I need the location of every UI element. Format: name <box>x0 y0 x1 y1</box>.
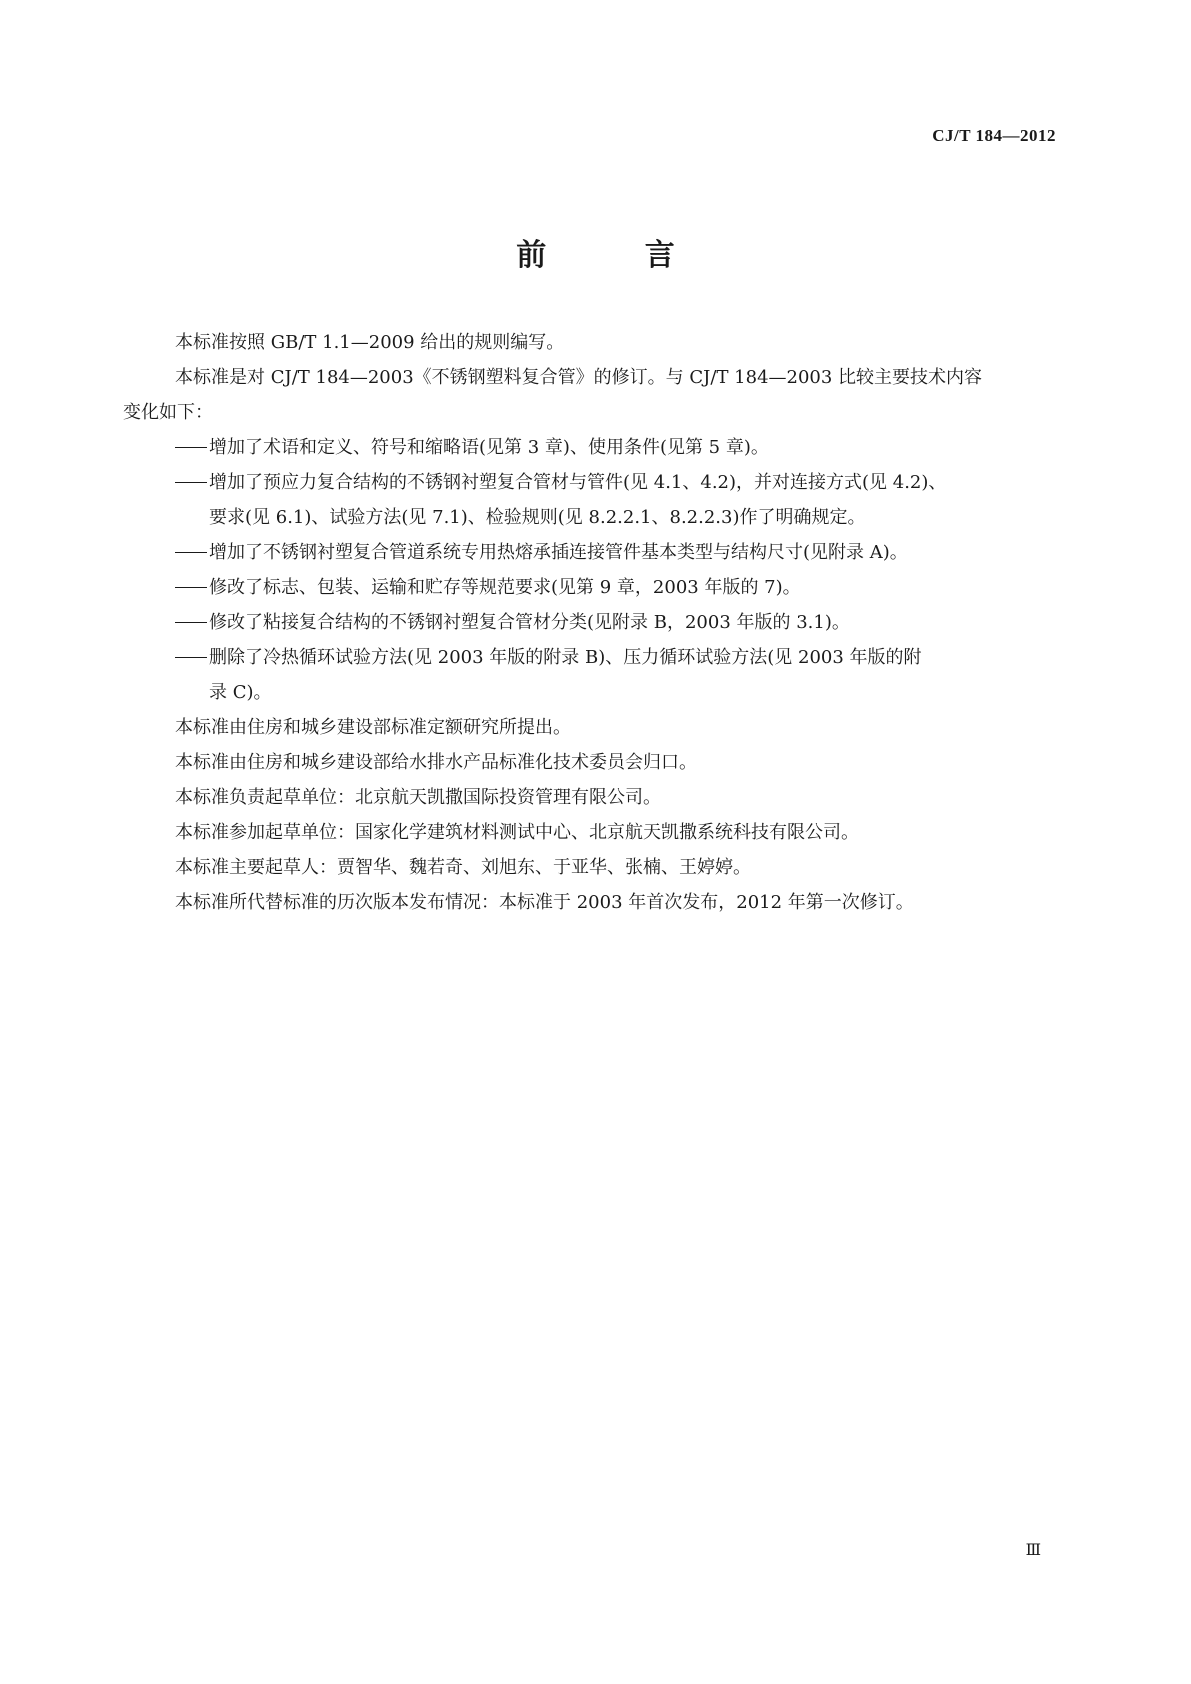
paragraph-committee: 本标准由住房和城乡建设部给水排水产品标准化技术委员会归口。 <box>175 752 697 773</box>
change-item-text: 增加了预应力复合结构的不锈钢衬塑复合管材与管件(见 4.1、4.2)，并对连接方式(见 4.2)、 <box>209 472 947 493</box>
foreword-body <box>123 326 1068 921</box>
paragraph-proposer: 本标准由住房和城乡建设部标准定额研究所提出。 <box>175 717 571 738</box>
change-item <box>123 606 1068 639</box>
paragraph-revision-line1: 本标准是对 CJ/T 184—2003《不锈钢塑料复合管》的修订。与 CJ/T 184—2003 比较主要技术内容 <box>175 367 983 388</box>
paragraph-participating-drafters: 本标准参加起草单位：国家化学建筑材料测试中心、北京航天凯撒系统科技有限公司。 <box>175 822 859 843</box>
dash-mark <box>175 482 207 483</box>
change-item-text: 增加了不锈钢衬塑复合管道系统专用热熔承插连接管件基本类型与结构尺寸(见附录 A)。 <box>209 542 908 563</box>
dash-mark <box>175 657 207 658</box>
change-item-text: 删除了冷热循环试验方法(见 2003 年版的附录 B)、压力循环试验方法(见 2003 年版的附 <box>209 647 922 668</box>
paragraph-lead-drafter: 本标准负责起草单位：北京航天凯撒国际投资管理有限公司。 <box>175 787 661 808</box>
document-code: CJ/T 184—2012 <box>932 126 1056 145</box>
dash-mark <box>175 552 207 553</box>
dash-mark <box>175 587 207 588</box>
paragraph-revision-line2: 变化如下： <box>123 402 213 423</box>
page-number: Ⅲ <box>1025 1542 1041 1559</box>
change-item-text: 修改了粘接复合结构的不锈钢衬塑复合管材分类(见附录 B，2003 年版的 3.1)。 <box>209 612 850 633</box>
change-item <box>123 466 1068 499</box>
change-item <box>123 571 1068 604</box>
dash-mark <box>175 447 207 448</box>
change-item <box>123 536 1068 569</box>
paragraph-rules: 本标准按照 GB/T 1.1—2009 给出的规则编写。 <box>175 332 565 353</box>
change-item-text: 修改了标志、包装、运输和贮存等规范要求(见第 9 章，2003 年版的 7)。 <box>209 577 801 598</box>
page-title: 前 言 <box>516 238 719 273</box>
change-item <box>123 431 1068 464</box>
change-item-continuation: 要求(见 6.1)、试验方法(见 7.1)、检验规则(见 8.2.2.1、8.2.2.3)作了明确规定。 <box>209 507 866 528</box>
change-item-continuation: 录 C)。 <box>209 682 272 703</box>
change-item <box>123 641 1068 674</box>
dash-mark <box>175 622 207 623</box>
paragraph-version-history: 本标准所代替标准的历次版本发布情况：本标准于 2003 年首次发布，2012 年第一次修订。 <box>175 892 914 913</box>
change-item-text: 增加了术语和定义、符号和缩略语(见第 3 章)、使用条件(见第 5 章)。 <box>209 437 769 458</box>
paragraph-main-drafters: 本标准主要起草人：贾智华、魏若奇、刘旭东、于亚华、张楠、王婷婷。 <box>175 857 751 878</box>
